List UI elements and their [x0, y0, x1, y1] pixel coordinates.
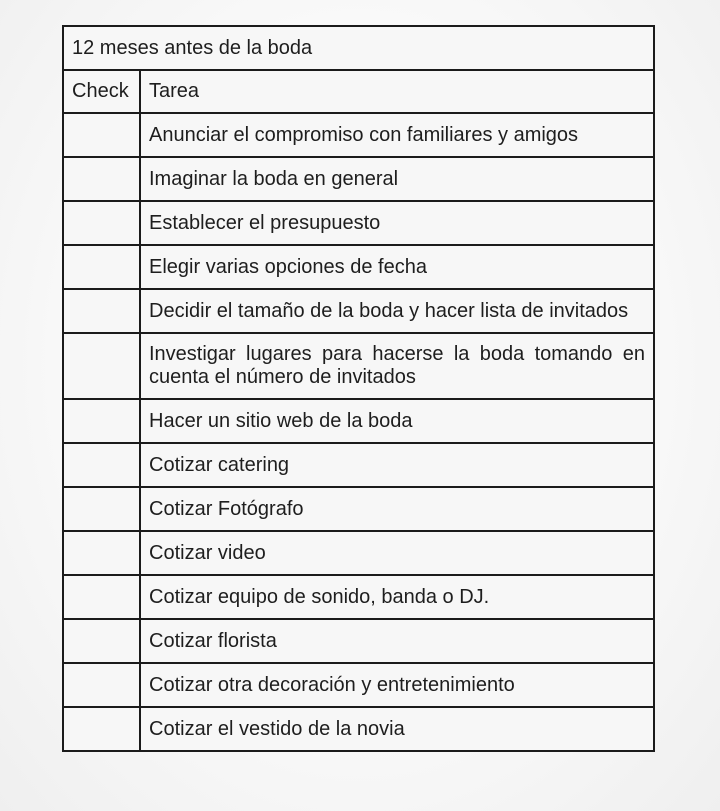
task-label: Cotizar Fotógrafo — [140, 487, 654, 531]
check-cell[interactable] — [63, 487, 140, 531]
check-cell[interactable] — [63, 443, 140, 487]
check-cell[interactable] — [63, 707, 140, 751]
table-title: 12 meses antes de la boda — [63, 26, 654, 70]
column-header-task: Tarea — [140, 70, 654, 113]
table-row — [63, 113, 654, 157]
task-label: Imaginar la boda en general — [140, 157, 654, 201]
task-label: Cotizar florista — [140, 619, 654, 663]
table-row — [63, 531, 654, 575]
column-header-check: Check — [63, 70, 140, 113]
task-label: Cotizar el vestido de la novia — [140, 707, 654, 751]
check-cell[interactable] — [63, 663, 140, 707]
task-label: Cotizar catering — [140, 443, 654, 487]
table-row — [63, 619, 654, 663]
task-label: Cotizar equipo de sonido, banda o DJ. — [140, 575, 654, 619]
table-row — [63, 245, 654, 289]
table-row — [63, 157, 654, 201]
check-cell[interactable] — [63, 575, 140, 619]
table-title-row — [63, 26, 654, 70]
check-cell[interactable] — [63, 245, 140, 289]
table-row — [63, 333, 654, 399]
check-cell[interactable] — [63, 619, 140, 663]
table-row — [63, 663, 654, 707]
task-label: Decidir el tamaño de la boda y hacer lista de invitados — [140, 289, 654, 333]
table-header-row — [63, 70, 654, 113]
check-cell[interactable] — [63, 399, 140, 443]
table-row — [63, 399, 654, 443]
wedding-checklist-table — [62, 25, 655, 752]
table-row — [63, 487, 654, 531]
check-cell[interactable] — [63, 113, 140, 157]
check-cell[interactable] — [63, 531, 140, 575]
task-label: Establecer el presupuesto — [140, 201, 654, 245]
check-cell[interactable] — [63, 333, 140, 399]
table-row — [63, 707, 654, 751]
task-label: Hacer un sitio web de la boda — [140, 399, 654, 443]
table-row — [63, 289, 654, 333]
table-row — [63, 575, 654, 619]
table-row — [63, 443, 654, 487]
task-label: Anunciar el compromiso con familiares y amigos — [140, 113, 654, 157]
check-cell[interactable] — [63, 289, 140, 333]
task-label: Investigar lugares para hacerse la boda tomando en cuenta el número de invitados — [140, 333, 654, 399]
task-label: Elegir varias opciones de fecha — [140, 245, 654, 289]
check-cell[interactable] — [63, 201, 140, 245]
table-row — [63, 201, 654, 245]
task-label: Cotizar otra decoración y entretenimiento — [140, 663, 654, 707]
check-cell[interactable] — [63, 157, 140, 201]
task-label: Cotizar video — [140, 531, 654, 575]
